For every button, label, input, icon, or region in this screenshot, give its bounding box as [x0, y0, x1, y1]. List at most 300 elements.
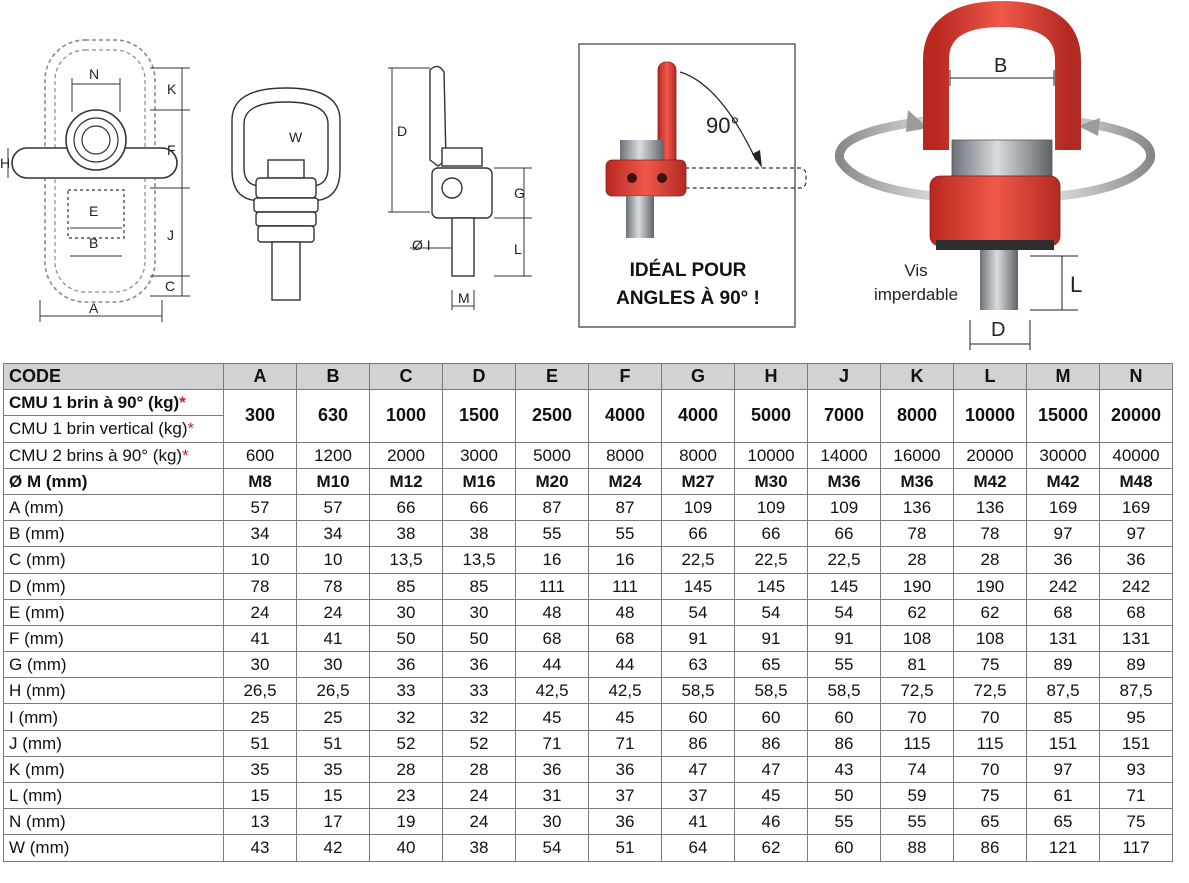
thread-cell: M27 [662, 468, 735, 494]
dimension-cell: 50 [370, 625, 443, 651]
dimension-cell: 87,5 [1027, 678, 1100, 704]
dimension-cell: 55 [881, 809, 954, 835]
dimension-cell: 65 [735, 652, 808, 678]
dimension-cell: 16 [516, 547, 589, 573]
dimension-cell: 59 [881, 783, 954, 809]
dimension-cell: 44 [589, 652, 662, 678]
dimension-cell: 78 [954, 521, 1027, 547]
dimension-cell: 43 [224, 835, 297, 861]
dimension-cell: 60 [735, 704, 808, 730]
thread-cell: M12 [370, 468, 443, 494]
dimension-cell: 68 [1027, 599, 1100, 625]
cmu-single-cell: 2500 [516, 390, 589, 442]
dim-label-h: H [0, 155, 11, 171]
dimension-cell: 30 [516, 809, 589, 835]
dim-label-b-photo: B [994, 55, 1008, 77]
dimension-row [4, 547, 1173, 573]
specification-table [3, 363, 1173, 862]
dimension-cell: 10 [224, 547, 297, 573]
dimension-cell: 45 [735, 783, 808, 809]
dimension-label: F (mm) [4, 625, 224, 651]
dimension-cell: 81 [881, 652, 954, 678]
dimension-cell: 75 [954, 652, 1027, 678]
thread-cell: M42 [1027, 468, 1100, 494]
dimension-cell: 33 [370, 678, 443, 704]
dimension-cell: 19 [370, 809, 443, 835]
dimension-cell: 17 [297, 809, 370, 835]
swivel-ring-photo [839, 14, 1150, 350]
dimension-cell: 91 [808, 625, 881, 651]
dimension-cell: 66 [735, 521, 808, 547]
dimension-cell: 131 [1027, 625, 1100, 651]
dimension-cell: 74 [881, 756, 954, 782]
cmu-single-cell: 7000 [808, 390, 881, 442]
dimension-cell: 85 [443, 573, 516, 599]
dimension-cell: 50 [443, 625, 516, 651]
dimension-cell: 44 [516, 652, 589, 678]
cmu-2-cell: 40000 [1100, 442, 1173, 468]
thread-cell: M24 [589, 468, 662, 494]
dimension-cell: 93 [1100, 756, 1173, 782]
dimension-cell: 48 [516, 599, 589, 625]
dimension-row [4, 625, 1173, 651]
thread-cell: M20 [516, 468, 589, 494]
dimension-cell: 28 [954, 547, 1027, 573]
dimension-cell: 38 [443, 521, 516, 547]
dimension-label: I (mm) [4, 704, 224, 730]
dimension-cell: 57 [297, 494, 370, 520]
dimension-cell: 24 [224, 599, 297, 625]
dimension-cell: 30 [443, 599, 516, 625]
dimension-cell: 70 [954, 704, 1027, 730]
dimension-cell: 88 [881, 835, 954, 861]
dim-label-c: C [165, 278, 176, 294]
cmu-2-cell: 3000 [443, 442, 516, 468]
dimension-cell: 86 [662, 730, 735, 756]
cmu-single-cell: 15000 [1027, 390, 1100, 442]
dimension-cell: 68 [1100, 599, 1173, 625]
code-n: N [1100, 364, 1173, 390]
dimension-cell: 62 [954, 599, 1027, 625]
dimension-cell: 36 [589, 809, 662, 835]
dimension-cell: 115 [881, 730, 954, 756]
dimension-cell: 28 [370, 756, 443, 782]
dimension-cell: 35 [224, 756, 297, 782]
dimension-cell: 242 [1100, 573, 1173, 599]
dim-label-k: K [167, 81, 177, 97]
cmu-2-cell: 600 [224, 442, 297, 468]
dimension-cell: 30 [224, 652, 297, 678]
dim-label-m: M [458, 290, 470, 306]
code-b: B [297, 364, 370, 390]
dimension-cell: 86 [954, 835, 1027, 861]
dimension-cell: 131 [1100, 625, 1173, 651]
dimension-cell: 89 [1027, 652, 1100, 678]
dimension-cell: 43 [808, 756, 881, 782]
dimension-row [4, 573, 1173, 599]
code-e: E [516, 364, 589, 390]
dimension-cell: 190 [954, 573, 1027, 599]
dimension-cell: 111 [516, 573, 589, 599]
dimension-cell: 64 [662, 835, 735, 861]
dimension-cell: 136 [881, 494, 954, 520]
cmu-90-row [4, 390, 1173, 416]
dimension-row [4, 704, 1173, 730]
dimension-cell: 71 [516, 730, 589, 756]
cmu-vertical-label: CMU 1 brin vertical (kg)* [4, 416, 224, 442]
dimension-row [4, 835, 1173, 861]
code-m: M [1027, 364, 1100, 390]
dimension-label: A (mm) [4, 494, 224, 520]
dimension-cell: 62 [881, 599, 954, 625]
thread-cell: M10 [297, 468, 370, 494]
dimension-cell: 41 [662, 809, 735, 835]
dimension-cell: 30 [297, 652, 370, 678]
cmu-single-cell: 300 [224, 390, 297, 442]
dimension-cell: 87 [589, 494, 662, 520]
dim-label-j: J [167, 227, 174, 243]
angle-label: 90° [706, 113, 740, 138]
dimension-cell: 26,5 [297, 678, 370, 704]
dimension-cell: 145 [808, 573, 881, 599]
dimension-cell: 34 [297, 521, 370, 547]
dimension-cell: 75 [1100, 809, 1173, 835]
dimension-cell: 38 [443, 835, 516, 861]
code-a: A [224, 364, 297, 390]
dimension-cell: 78 [881, 521, 954, 547]
dimension-cell: 65 [954, 809, 1027, 835]
cmu-single-cell: 8000 [881, 390, 954, 442]
dimension-cell: 151 [1027, 730, 1100, 756]
dimension-cell: 71 [589, 730, 662, 756]
dimension-cell: 72,5 [881, 678, 954, 704]
ideal-90-box [579, 44, 806, 327]
thread-cell: M42 [954, 468, 1027, 494]
dimension-cell: 109 [662, 494, 735, 520]
dim-label-g: G [514, 185, 525, 201]
dimension-cell: 66 [662, 521, 735, 547]
thread-row [4, 468, 1173, 494]
dimension-cell: 50 [808, 783, 881, 809]
dim-label-l: L [514, 241, 522, 257]
dimension-cell: 75 [954, 783, 1027, 809]
code-c: C [370, 364, 443, 390]
dimension-cell: 15 [297, 783, 370, 809]
dimension-cell: 136 [954, 494, 1027, 520]
dimension-cell: 68 [589, 625, 662, 651]
dimension-cell: 85 [1027, 704, 1100, 730]
dimension-cell: 60 [662, 704, 735, 730]
dimension-cell: 51 [224, 730, 297, 756]
dimension-label: D (mm) [4, 573, 224, 599]
dimension-cell: 47 [735, 756, 808, 782]
thread-cell: M48 [1100, 468, 1173, 494]
dimension-cell: 45 [589, 704, 662, 730]
dimension-cell: 47 [662, 756, 735, 782]
dimension-cell: 95 [1100, 704, 1173, 730]
thread-cell: M8 [224, 468, 297, 494]
dimension-cell: 117 [1100, 835, 1173, 861]
dimension-row [4, 494, 1173, 520]
dimension-cell: 45 [516, 704, 589, 730]
dimension-cell: 36 [443, 652, 516, 678]
dimension-label: J (mm) [4, 730, 224, 756]
dimension-cell: 97 [1027, 756, 1100, 782]
dimension-cell: 54 [808, 599, 881, 625]
dimension-cell: 46 [735, 809, 808, 835]
dimension-cell: 22,5 [808, 547, 881, 573]
dimension-cell: 35 [297, 756, 370, 782]
code-header: CODE [4, 364, 224, 390]
dimension-cell: 54 [735, 599, 808, 625]
dimension-cell: 26,5 [224, 678, 297, 704]
dimension-cell: 65 [1027, 809, 1100, 835]
ideal-text-line1: IDÉAL POUR [629, 260, 747, 281]
dimension-cell: 87,5 [1100, 678, 1173, 704]
dimension-cell: 108 [954, 625, 1027, 651]
dimension-cell: 55 [589, 521, 662, 547]
cmu-2-cell: 16000 [881, 442, 954, 468]
dimension-cell: 108 [881, 625, 954, 651]
dimension-label: G (mm) [4, 652, 224, 678]
dimension-cell: 57 [224, 494, 297, 520]
drawing-top-view [8, 40, 190, 322]
dimension-cell: 72,5 [954, 678, 1027, 704]
dimension-row [4, 652, 1173, 678]
dimension-cell: 41 [297, 625, 370, 651]
dimension-cell: 22,5 [735, 547, 808, 573]
dimension-cell: 60 [808, 704, 881, 730]
dimension-cell: 36 [516, 756, 589, 782]
dimension-cell: 89 [1100, 652, 1173, 678]
dim-label-e: E [89, 203, 99, 219]
dimension-row [4, 730, 1173, 756]
dim-label-a: A [89, 300, 99, 316]
dimension-cell: 36 [589, 756, 662, 782]
dimension-cell: 109 [735, 494, 808, 520]
dimension-cell: 58,5 [662, 678, 735, 704]
dimension-cell: 25 [224, 704, 297, 730]
dimension-cell: 13 [224, 809, 297, 835]
thread-label: Ø M (mm) [4, 468, 224, 494]
dimension-row [4, 599, 1173, 625]
dimension-cell: 33 [443, 678, 516, 704]
dimension-cell: 55 [808, 652, 881, 678]
cmu-2-cell: 10000 [735, 442, 808, 468]
dimension-label: C (mm) [4, 547, 224, 573]
dimension-cell: 109 [808, 494, 881, 520]
cmu-2-cell: 14000 [808, 442, 881, 468]
dimension-cell: 54 [662, 599, 735, 625]
dimension-cell: 70 [881, 704, 954, 730]
dimension-cell: 31 [516, 783, 589, 809]
dimension-cell: 37 [662, 783, 735, 809]
dimension-cell: 169 [1100, 494, 1173, 520]
header-row [4, 364, 1173, 390]
dim-label-n: N [89, 66, 100, 82]
dimension-label: E (mm) [4, 599, 224, 625]
dimension-cell: 111 [589, 573, 662, 599]
dim-label-w: W [289, 129, 303, 145]
cmu-2-cell: 8000 [662, 442, 735, 468]
captive-screw-line2: imperdable [873, 285, 959, 304]
dimension-cell: 16 [589, 547, 662, 573]
dimension-label: L (mm) [4, 783, 224, 809]
dimension-row [4, 783, 1173, 809]
dimension-label: N (mm) [4, 809, 224, 835]
dimension-cell: 13,5 [370, 547, 443, 573]
dimension-cell: 70 [954, 756, 1027, 782]
dimension-cell: 54 [516, 835, 589, 861]
dimension-cell: 190 [881, 573, 954, 599]
dimension-cell: 36 [1027, 547, 1100, 573]
dimension-cell: 24 [297, 599, 370, 625]
dimension-cell: 97 [1027, 521, 1100, 547]
dimension-cell: 28 [881, 547, 954, 573]
cmu-single-cell: 4000 [589, 390, 662, 442]
code-h: H [735, 364, 808, 390]
cmu-single-cell: 20000 [1100, 390, 1173, 442]
drawing-top-view-labels [0, 66, 177, 316]
dimension-label: B (mm) [4, 521, 224, 547]
dimension-cell: 42,5 [589, 678, 662, 704]
code-l: L [954, 364, 1027, 390]
dimension-cell: 52 [443, 730, 516, 756]
dimension-cell: 34 [224, 521, 297, 547]
dimension-cell: 36 [1100, 547, 1173, 573]
dimension-label: W (mm) [4, 835, 224, 861]
dimension-cell: 36 [370, 652, 443, 678]
dimension-row [4, 521, 1173, 547]
cmu-single-cell: 630 [297, 390, 370, 442]
thread-cell: M36 [881, 468, 954, 494]
cmu-single-cell: 1000 [370, 390, 443, 442]
dimension-cell: 24 [443, 783, 516, 809]
thread-cell: M36 [808, 468, 881, 494]
dim-label-b: B [89, 235, 99, 251]
dimension-cell: 86 [808, 730, 881, 756]
dimension-cell: 66 [443, 494, 516, 520]
dimension-cell: 51 [589, 835, 662, 861]
cmu-single-cell: 5000 [735, 390, 808, 442]
dimension-cell: 71 [1100, 783, 1173, 809]
dimension-cell: 63 [662, 652, 735, 678]
dimension-cell: 151 [1100, 730, 1173, 756]
dimension-cell: 121 [1027, 835, 1100, 861]
dimension-cell: 42,5 [516, 678, 589, 704]
dimension-cell: 55 [516, 521, 589, 547]
dimension-cell: 10 [297, 547, 370, 573]
thread-cell: M30 [735, 468, 808, 494]
dimension-cell: 52 [370, 730, 443, 756]
dimension-cell: 51 [297, 730, 370, 756]
dimension-row [4, 678, 1173, 704]
dimension-cell: 62 [735, 835, 808, 861]
dimension-cell: 66 [370, 494, 443, 520]
code-f: F [589, 364, 662, 390]
cmu-2-cell: 2000 [370, 442, 443, 468]
cmu-single-cell: 4000 [662, 390, 735, 442]
dimension-cell: 86 [735, 730, 808, 756]
dimension-cell: 145 [735, 573, 808, 599]
dimension-cell: 22,5 [662, 547, 735, 573]
dimension-cell: 78 [224, 573, 297, 599]
dimension-cell: 242 [1027, 573, 1100, 599]
dimension-row [4, 809, 1173, 835]
dimension-cell: 60 [808, 835, 881, 861]
dimension-cell: 58,5 [735, 678, 808, 704]
technical-drawings [0, 0, 1189, 362]
dimension-row [4, 756, 1173, 782]
cmu-90-label: CMU 1 brin à 90° (kg)* [4, 390, 224, 416]
dimension-cell: 25 [297, 704, 370, 730]
cmu-single-cell: 1500 [443, 390, 516, 442]
dimension-cell: 91 [662, 625, 735, 651]
dimension-cell: 58,5 [808, 678, 881, 704]
dimension-cell: 91 [735, 625, 808, 651]
dimension-cell: 38 [370, 521, 443, 547]
dimension-cell: 55 [808, 809, 881, 835]
cmu-2-cell: 20000 [954, 442, 1027, 468]
dimension-cell: 32 [443, 704, 516, 730]
dimension-cell: 24 [443, 809, 516, 835]
dimension-cell: 169 [1027, 494, 1100, 520]
dim-label-d: D [397, 123, 408, 139]
dimension-cell: 85 [370, 573, 443, 599]
cmu-single-cell: 10000 [954, 390, 1027, 442]
dimension-label: H (mm) [4, 678, 224, 704]
dimension-cell: 66 [808, 521, 881, 547]
dimension-cell: 97 [1100, 521, 1173, 547]
thread-cell: M16 [443, 468, 516, 494]
dimension-cell: 42 [297, 835, 370, 861]
dimension-cell: 37 [589, 783, 662, 809]
dimension-cell: 87 [516, 494, 589, 520]
dimension-label: K (mm) [4, 756, 224, 782]
code-g: G [662, 364, 735, 390]
cmu-2-cell: 1200 [297, 442, 370, 468]
dimension-cell: 28 [443, 756, 516, 782]
dim-label-i: Ø I [412, 237, 431, 253]
code-d: D [443, 364, 516, 390]
drawing-front-view [232, 88, 340, 300]
dimension-cell: 23 [370, 783, 443, 809]
dimension-cell: 61 [1027, 783, 1100, 809]
dim-label-f: F [167, 142, 176, 158]
dimension-cell: 30 [370, 599, 443, 625]
dim-label-l-photo: L [1070, 272, 1083, 297]
dimension-cell: 41 [224, 625, 297, 651]
cmu-2-cell: 8000 [589, 442, 662, 468]
dimension-cell: 78 [297, 573, 370, 599]
captive-screw-line1: Vis [904, 261, 928, 280]
drawing-side-view [430, 66, 492, 276]
dim-label-d-photo: D [991, 319, 1006, 341]
dimension-cell: 48 [589, 599, 662, 625]
dimension-cell: 13,5 [443, 547, 516, 573]
ideal-text-line2: ANGLES À 90° ! [616, 288, 760, 309]
dimension-cell: 32 [370, 704, 443, 730]
code-j: J [808, 364, 881, 390]
cmu-2-cell: 30000 [1027, 442, 1100, 468]
dimension-cell: 68 [516, 625, 589, 651]
dimension-cell: 40 [370, 835, 443, 861]
dimension-cell: 15 [224, 783, 297, 809]
dimension-cell: 145 [662, 573, 735, 599]
cmu-2-cell: 5000 [516, 442, 589, 468]
cmu-2-label: CMU 2 brins à 90° (kg)* [4, 442, 224, 468]
cmu-2-row [4, 442, 1173, 468]
